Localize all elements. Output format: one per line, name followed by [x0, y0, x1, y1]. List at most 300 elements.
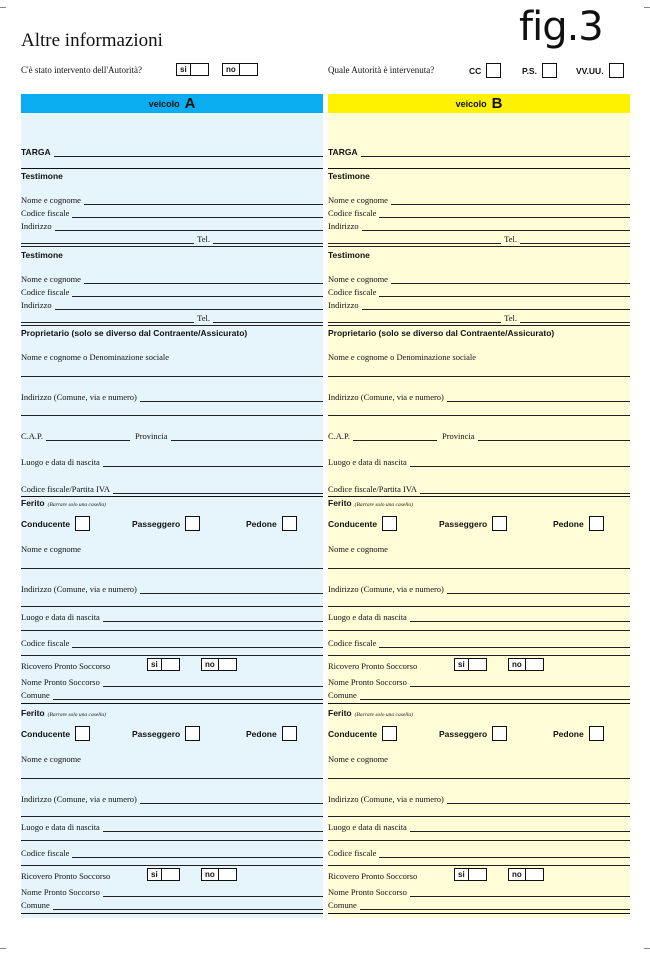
vehicle-b-ferito-2-ricovero-no-label: no	[508, 868, 525, 881]
vehicle-b-divider	[328, 415, 630, 416]
vehicle-b-testimone-1-address-label: Indirizzo	[328, 221, 359, 231]
vehicle-b-testimone-1-cf[interactable]	[328, 207, 630, 218]
authority-option-ps[interactable]	[522, 63, 557, 78]
vehicle-a-ferito-1-passeggero-checkbox[interactable]	[185, 516, 200, 531]
vehicle-b-header-label: veicolo	[455, 98, 487, 109]
vehicle-a-proprietario-address[interactable]	[21, 391, 323, 402]
vehicle-b-testimone-1-cf-input-line[interactable]	[379, 210, 630, 218]
authority-question: C'è stato intervento dell'Autorità?	[21, 65, 142, 75]
vehicle-a-testimone-1-address[interactable]	[21, 220, 323, 231]
vehicle-a-divider	[21, 325, 323, 326]
vehicle-a-ferito-2-cf[interactable]	[21, 847, 323, 858]
vehicle-b-ferito-2-name-label: Nome e cognome	[328, 754, 388, 764]
authority-option-cc[interactable]	[469, 63, 501, 78]
vehicle-a-testimone-2-name[interactable]	[21, 273, 323, 284]
vehicle-a-ferito-2-address-input-line[interactable]	[140, 796, 323, 804]
vehicle-a-ferito-1-passeggero[interactable]	[132, 516, 200, 531]
vehicle-b-proprietario-cf-piva-label: Codice fiscale/Partita IVA	[328, 484, 418, 494]
vehicle-b-proprietario-birth-input-line[interactable]	[410, 459, 630, 467]
vehicle-b-proprietario-cap[interactable]	[328, 430, 630, 441]
vehicle-b-proprietario-address[interactable]	[328, 391, 630, 402]
crop-mark	[644, 7, 650, 8]
vehicle-b-ferito-1-cf[interactable]	[328, 637, 630, 648]
vehicle-a-ferito-2-birth-input-line[interactable]	[103, 824, 323, 832]
authority-option-vvuu-checkbox[interactable]	[609, 63, 624, 78]
vehicle-a-ferito-2-comune[interactable]	[21, 899, 323, 910]
vehicle-a-ferito-1-cf[interactable]	[21, 637, 323, 648]
vehicle-a-proprietario-cf-piva[interactable]	[21, 483, 323, 494]
vehicle-a-ferito-1-pedone-label: Pedone	[246, 518, 277, 529]
authority-no-label: no	[222, 63, 239, 76]
vehicle-a-proprietario-name[interactable]	[21, 351, 323, 362]
vehicle-b-ferito-2-conducente-label: Conducente	[328, 728, 378, 739]
vehicle-a-ferito-1-heading-note: (Barrare solo una casella)	[47, 502, 106, 508]
vehicle-a-ferito-2-ricovero-label: Ricovero Pronto Soccorso	[21, 871, 111, 881]
vehicle-b-ferito-2-passeggero-label: Passeggero	[439, 728, 488, 739]
vehicle-a-ferito-1-comune-label: Comune	[21, 690, 50, 700]
vehicle-a-divider	[21, 778, 323, 779]
vehicle-b-ferito-1-ps-name[interactable]	[328, 676, 630, 687]
vehicle-b-ferito-2-name[interactable]	[328, 753, 630, 764]
vehicle-b-ferito-2-ricovero-no[interactable]	[508, 868, 544, 881]
vehicle-b-ferito-1-address-input-line[interactable]	[447, 586, 630, 594]
vehicle-a-ferito-2-birth[interactable]	[21, 821, 323, 832]
vehicle-b-divider	[328, 246, 630, 247]
authority-option-ps-label: P.S.	[522, 65, 537, 76]
vehicle-a-divider	[21, 840, 323, 841]
vehicle-b-ferito-2-birth[interactable]	[328, 821, 630, 832]
vehicle-b-ferito-1-address-label: Indirizzo (Comune, via e numero)	[328, 584, 444, 594]
vehicle-a-ferito-1-heading	[21, 498, 106, 508]
authority-option-cc-checkbox[interactable]	[486, 63, 501, 78]
vehicle-a-ferito-1-cf-label: Codice fiscale	[21, 638, 70, 648]
vehicle-b-ferito-2-conducente-checkbox[interactable]	[382, 726, 397, 741]
vehicle-a-testimone-2-heading: Testimone	[21, 250, 63, 260]
vehicle-b-ferito-1-conducente-checkbox[interactable]	[382, 516, 397, 531]
vehicle-a-ferito-1-pedone[interactable]	[246, 516, 297, 531]
vehicle-a-testimone-2-cf[interactable]	[21, 286, 323, 297]
vehicle-b-testimone-2-address[interactable]	[328, 299, 630, 310]
authority-option-vvuu[interactable]	[576, 63, 624, 78]
vehicle-a-proprietario-address-label: Indirizzo (Comune, via e numero)	[21, 392, 137, 402]
vehicle-b-testimone-2-cf-input-line[interactable]	[379, 289, 630, 297]
vehicle-a-ferito-2-ps-name[interactable]	[21, 886, 323, 897]
vehicle-a-targa-field[interactable]	[21, 146, 323, 157]
authority-option-vvuu-label: VV.UU.	[576, 65, 604, 76]
vehicle-a-divider	[21, 816, 323, 817]
vehicle-a-testimone-1-cf-label: Codice fiscale	[21, 208, 70, 218]
vehicle-b-targa-input-line[interactable]	[361, 149, 630, 157]
vehicle-a-ferito-1-ricovero-si-label: si	[147, 658, 161, 671]
vehicle-a-ferito-2-passeggero-checkbox[interactable]	[185, 726, 200, 741]
vehicle-b-ferito-2-ricovero-si-label: si	[454, 868, 468, 881]
vehicle-b-ferito-2-passeggero[interactable]	[439, 726, 507, 741]
vehicle-b-ferito-1-conducente[interactable]	[328, 516, 397, 531]
vehicle-a-header-label: veicolo	[148, 98, 180, 109]
vehicle-b-proprietario-name-label: Nome e cognome o Denominazione sociale	[328, 352, 476, 362]
vehicle-b-ferito-1-birth-label: Luogo e data di nascita	[328, 612, 407, 622]
vehicle-a-ferito-2-conducente[interactable]	[21, 726, 90, 741]
authority-option-ps-checkbox[interactable]	[542, 63, 557, 78]
vehicle-b-divider	[328, 376, 630, 377]
vehicle-b-ferito-2-ps-name[interactable]	[328, 886, 630, 897]
vehicle-b-ferito-2-address[interactable]	[328, 793, 630, 804]
vehicle-b-divider	[328, 840, 630, 841]
vehicle-a-testimone-1-address-label: Indirizzo	[21, 221, 52, 231]
vehicle-a-cap-label: C.A.P.	[21, 431, 43, 441]
crop-mark	[0, 7, 6, 8]
vehicle-b-proprietario-address-input-line[interactable]	[447, 394, 630, 402]
vehicle-b-ferito-1-pedone-label: Pedone	[553, 518, 584, 529]
vehicle-b-ferito-1-ricovero-no[interactable]	[508, 658, 544, 671]
vehicle-b-ferito-1-ricovero-si-label: si	[454, 658, 468, 671]
vehicle-b-testimone-2-tel-input-line[interactable]	[520, 315, 630, 323]
vehicle-b-ferito-1-comune[interactable]	[328, 689, 630, 700]
vehicle-a-ferito-1-ps-name[interactable]	[21, 676, 323, 687]
vehicle-b-proprietario-cf-piva[interactable]	[328, 483, 630, 494]
vehicle-a-column	[21, 94, 323, 918]
vehicle-b-testimone-1-cf-label: Codice fiscale	[328, 208, 377, 218]
vehicle-b-ferito-2-ricovero-si-box[interactable]	[468, 868, 487, 881]
authority-yes-label: si	[176, 63, 190, 76]
vehicle-a-testimone-2-cf-label: Codice fiscale	[21, 287, 70, 297]
vehicle-a-ferito-1-address[interactable]	[21, 583, 323, 594]
vehicle-b-testimone-2-tel[interactable]	[328, 312, 630, 323]
vehicle-b-proprietario-birth[interactable]	[328, 456, 630, 467]
vehicle-b-divider	[328, 778, 630, 779]
vehicle-a-divider	[21, 913, 323, 914]
vehicle-a-ferito-1-conducente-label: Conducente	[21, 518, 71, 529]
authority-no-box[interactable]	[239, 63, 258, 76]
vehicle-b-testimone-1-heading: Testimone	[328, 171, 370, 181]
figure-label: fig.3	[519, 4, 603, 50]
vehicle-a-ferito-2-heading-note: (Barrare solo una casella)	[47, 712, 106, 718]
vehicle-a-ferito-2-name-label: Nome e cognome	[21, 754, 81, 764]
vehicle-a-ferito-2-pedone-label: Pedone	[246, 728, 277, 739]
vehicle-b-ferito-2-ps-name-label: Nome Pronto Soccorso	[328, 887, 407, 897]
vehicle-b-ferito-2-ricovero-no-box[interactable]	[525, 868, 544, 881]
vehicle-a-ferito-2-ricovero-si[interactable]	[147, 868, 180, 881]
vehicle-a-ferito-1-conducente-checkbox[interactable]	[75, 516, 90, 531]
vehicle-b-testimone-2-tel-address-line[interactable]	[328, 315, 501, 323]
vehicle-a-ferito-2-comune-label: Comune	[21, 900, 50, 910]
vehicle-a-testimone-1-address-input-line[interactable]	[55, 223, 323, 231]
vehicle-a-testimone-1-tel-label: Tel.	[197, 234, 210, 244]
vehicle-a-ferito-2-conducente-label: Conducente	[21, 728, 71, 739]
vehicle-a-testimone-2-tel-address-line[interactable]	[21, 315, 194, 323]
vehicle-a-ferito-2-pedone-checkbox[interactable]	[282, 726, 297, 741]
vehicle-a-divider	[21, 703, 323, 704]
vehicle-a-header-letter: A	[184, 95, 196, 112]
vehicle-a-provincia-input-line[interactable]	[171, 433, 323, 441]
vehicle-a-ferito-1-ricovero-si-box[interactable]	[161, 658, 180, 671]
vehicle-b-ferito-1-ricovero-si[interactable]	[454, 658, 487, 671]
vehicle-b-ferito-2-pedone[interactable]	[553, 726, 604, 741]
vehicle-b-testimone-1-tel-label: Tel.	[504, 234, 517, 244]
vehicle-a-proprietario-address-input-line[interactable]	[140, 394, 323, 402]
vehicle-a-testimone-2-address-input-line[interactable]	[55, 302, 323, 310]
vehicle-a-ferito-1-comune-input-line[interactable]	[53, 692, 323, 700]
vehicle-b-ferito-1-passeggero-label: Passeggero	[439, 518, 488, 529]
vehicle-a-testimone-1-name[interactable]	[21, 194, 323, 205]
vehicle-a-ferito-1-name[interactable]	[21, 543, 323, 554]
vehicle-a-ferito-2-birth-label: Luogo e data di nascita	[21, 822, 100, 832]
vehicle-a-divider	[21, 655, 323, 656]
vehicle-a-ferito-1-ricovero-no[interactable]	[201, 658, 237, 671]
authority-yes[interactable]	[176, 63, 209, 76]
vehicle-a-testimone-2-name-label: Nome e cognome	[21, 274, 81, 284]
vehicle-b-ferito-1-birth-input-line[interactable]	[410, 614, 630, 622]
vehicle-a-divider	[21, 606, 323, 607]
vehicle-b-ferito-1-ricovero-label: Ricovero Pronto Soccorso	[328, 661, 418, 671]
vehicle-a-testimone-2-address[interactable]	[21, 299, 323, 310]
vehicle-b-ferito-2-address-input-line[interactable]	[447, 796, 630, 804]
vehicle-b-proprietario-heading: Proprietario (solo se diverso dal Contraente/Assicurato)	[328, 328, 555, 338]
vehicle-a-testimone-2-name-input-line[interactable]	[84, 276, 323, 284]
vehicle-b-ferito-2-cf-input-line[interactable]	[379, 850, 630, 858]
vehicle-b-proprietario-name[interactable]	[328, 351, 630, 362]
vehicle-a-divider	[21, 568, 323, 569]
vehicle-b-divider	[328, 496, 630, 497]
vehicle-b-divider	[328, 630, 630, 631]
vehicle-b-ferito-1-ps-name-input-line[interactable]	[410, 679, 630, 687]
vehicle-b-testimone-1-address-input-line[interactable]	[362, 223, 630, 231]
vehicle-a-proprietario-heading: Proprietario (solo se diverso dal Contraente/Assicurato)	[21, 328, 248, 338]
vehicle-b-ferito-1-conducente-label: Conducente	[328, 518, 378, 529]
vehicle-b-ferito-1-heading-note: (Barrare solo una casella)	[354, 502, 413, 508]
vehicle-b-ferito-2-pedone-checkbox[interactable]	[589, 726, 604, 741]
vehicle-a-testimone-2-tel[interactable]	[21, 312, 323, 323]
vehicle-b-divider	[328, 816, 630, 817]
crop-mark	[0, 948, 6, 949]
vehicle-b-ferito-2-comune-label: Comune	[328, 900, 357, 910]
vehicle-a-testimone-1-name-input-line[interactable]	[84, 197, 323, 205]
vehicle-a-ferito-2-ricovero-si-box[interactable]	[161, 868, 180, 881]
vehicle-a-ferito-2-passeggero-label: Passeggero	[132, 728, 181, 739]
vehicle-a-testimone-2-cf-input-line[interactable]	[72, 289, 323, 297]
vehicle-b-targa-field[interactable]	[328, 146, 630, 157]
vehicle-b-ferito-1-comune-input-line[interactable]	[360, 692, 630, 700]
vehicle-b-ferito-1-ps-name-label: Nome Pronto Soccorso	[328, 677, 407, 687]
vehicle-a-ferito-2-address[interactable]	[21, 793, 323, 804]
vehicle-b-divider	[328, 168, 630, 169]
vehicle-b-testimone-2-name[interactable]	[328, 273, 630, 284]
authority-no[interactable]	[222, 63, 258, 76]
vehicle-a-ferito-1-cf-input-line[interactable]	[72, 640, 323, 648]
vehicle-a-ferito-2-heading-label: Ferito	[21, 708, 45, 718]
vehicle-b-column	[328, 94, 630, 918]
vehicle-b-ferito-2-heading-note: (Barrare solo una casella)	[354, 712, 413, 718]
vehicle-b-testimone-2-cf[interactable]	[328, 286, 630, 297]
vehicle-a-provincia-label: Provincia	[134, 431, 168, 441]
vehicle-a-ferito-2-cf-input-line[interactable]	[72, 850, 323, 858]
vehicle-b-testimone-2-name-input-line[interactable]	[391, 276, 630, 284]
vehicle-b-targa-label: TARGA	[328, 147, 358, 157]
vehicle-a-ferito-1-ps-name-label: Nome Pronto Soccorso	[21, 677, 100, 687]
vehicle-b-ferito-1-passeggero-checkbox[interactable]	[492, 516, 507, 531]
vehicle-a-ferito-1-ricovero-si[interactable]	[147, 658, 180, 671]
vehicle-b-ferito-1-ricovero-si-box[interactable]	[468, 658, 487, 671]
page-title: Altre informazioni	[21, 30, 163, 51]
vehicle-a-testimone-1-heading: Testimone	[21, 171, 63, 181]
vehicle-b-ferito-2-ps-name-input-line[interactable]	[410, 889, 630, 897]
vehicle-a-testimone-1-tel-input-line[interactable]	[213, 236, 323, 244]
vehicle-b-divider	[328, 655, 630, 656]
vehicle-b-testimone-2-tel-label: Tel.	[504, 313, 517, 323]
vehicle-b-provincia-label: Provincia	[441, 431, 475, 441]
vehicle-b-ferito-1-pedone-checkbox[interactable]	[589, 516, 604, 531]
vehicle-a-ferito-1-address-label: Indirizzo (Comune, via e numero)	[21, 584, 137, 594]
vehicle-b-ferito-2-cf-label: Codice fiscale	[328, 848, 377, 858]
vehicle-a-header	[21, 94, 323, 113]
vehicle-b-ferito-1-passeggero[interactable]	[439, 516, 507, 531]
vehicle-b-ferito-2-birth-label: Luogo e data di nascita	[328, 822, 407, 832]
vehicle-b-testimone-1-name-label: Nome e cognome	[328, 195, 388, 205]
vehicle-a-ferito-1-passeggero-label: Passeggero	[132, 518, 181, 529]
vehicle-a-proprietario-cap[interactable]	[21, 430, 323, 441]
vehicle-a-ferito-1-comune[interactable]	[21, 689, 323, 700]
vehicle-a-ferito-1-conducente[interactable]	[21, 516, 90, 531]
vehicle-a-proprietario-name-label: Nome e cognome o Denominazione sociale	[21, 352, 169, 362]
vehicle-a-ferito-2-heading	[21, 708, 106, 718]
authority-yes-box[interactable]	[190, 63, 209, 76]
vehicle-a-ferito-2-cf-label: Codice fiscale	[21, 848, 70, 858]
vehicle-b-testimone-1-tel[interactable]	[328, 233, 630, 244]
vehicle-a-divider	[21, 496, 323, 497]
vehicle-a-ferito-1-birth-label: Luogo e data di nascita	[21, 612, 100, 622]
vehicle-b-proprietario-address-label: Indirizzo (Comune, via e numero)	[328, 392, 444, 402]
vehicle-a-ferito-2-ricovero-no-box[interactable]	[218, 868, 237, 881]
vehicle-b-testimone-1-name[interactable]	[328, 194, 630, 205]
vehicle-a-ferito-2-ricovero-no[interactable]	[201, 868, 237, 881]
vehicle-b-ferito-2-heading	[328, 708, 413, 718]
vehicle-a-divider	[21, 630, 323, 631]
vehicle-b-divider	[328, 865, 630, 866]
vehicle-a-ferito-1-birth[interactable]	[21, 611, 323, 622]
vehicle-a-proprietario-birth-label: Luogo e data di nascita	[21, 457, 100, 467]
vehicle-a-divider	[21, 415, 323, 416]
vehicle-a-divider	[21, 376, 323, 377]
vehicle-b-ferito-2-ricovero-label: Ricovero Pronto Soccorso	[328, 871, 418, 881]
vehicle-a-targa-input-line[interactable]	[54, 149, 323, 157]
vehicle-a-testimone-2-address-label: Indirizzo	[21, 300, 52, 310]
vehicle-b-ferito-1-cf-input-line[interactable]	[379, 640, 630, 648]
vehicle-a-ferito-2-passeggero[interactable]	[132, 726, 200, 741]
vehicle-b-ferito-2-ricovero-si[interactable]	[454, 868, 487, 881]
vehicle-b-cap-input-line[interactable]	[353, 433, 437, 441]
vehicle-b-divider	[328, 913, 630, 914]
vehicle-b-ferito-1-name-label: Nome e cognome	[328, 544, 388, 554]
vehicle-a-ferito-2-ps-name-input-line[interactable]	[103, 889, 323, 897]
vehicle-b-ferito-1-address[interactable]	[328, 583, 630, 594]
vehicle-a-testimone-1-tel-address-line[interactable]	[21, 236, 194, 244]
vehicle-a-testimone-1-cf-input-line[interactable]	[72, 210, 323, 218]
vehicle-a-ferito-2-name[interactable]	[21, 753, 323, 764]
vehicle-a-ferito-2-ricovero-si-label: si	[147, 868, 161, 881]
vehicle-b-testimone-2-address-input-line[interactable]	[362, 302, 630, 310]
crop-mark	[644, 948, 650, 949]
vehicle-a-proprietario-birth[interactable]	[21, 456, 323, 467]
vehicle-a-ferito-2-conducente-checkbox[interactable]	[75, 726, 90, 741]
vehicle-b-divider	[328, 606, 630, 607]
vehicle-b-ferito-1-heading-label: Ferito	[328, 498, 352, 508]
vehicle-a-ferito-2-comune-input-line[interactable]	[53, 902, 323, 910]
vehicle-a-cap-input-line[interactable]	[46, 433, 130, 441]
vehicle-b-provincia-input-line[interactable]	[478, 433, 630, 441]
vehicle-b-ferito-1-ricovero-no-label: no	[508, 658, 525, 671]
vehicle-a-ferito-2-ps-name-label: Nome Pronto Soccorso	[21, 887, 100, 897]
vehicle-a-proprietario-cf-piva-label: Codice fiscale/Partita IVA	[21, 484, 111, 494]
vehicle-a-ferito-1-birth-input-line[interactable]	[103, 614, 323, 622]
vehicle-a-divider	[21, 865, 323, 866]
vehicle-a-testimone-1-name-label: Nome e cognome	[21, 195, 81, 205]
vehicle-b-testimone-2-address-label: Indirizzo	[328, 300, 359, 310]
vehicle-a-ferito-2-ricovero-no-label: no	[201, 868, 218, 881]
vehicle-b-proprietario-cf-piva-input-line[interactable]	[420, 486, 630, 494]
vehicle-a-testimone-1-tel[interactable]	[21, 233, 323, 244]
vehicle-b-ferito-2-conducente[interactable]	[328, 726, 397, 741]
vehicle-a-ferito-1-ricovero-no-box[interactable]	[218, 658, 237, 671]
vehicle-b-ferito-2-comune[interactable]	[328, 899, 630, 910]
vehicle-b-ferito-2-birth-input-line[interactable]	[410, 824, 630, 832]
vehicle-b-proprietario-birth-label: Luogo e data di nascita	[328, 457, 407, 467]
vehicle-b-testimone-2-heading: Testimone	[328, 250, 370, 260]
vehicle-a-ferito-2-address-label: Indirizzo (Comune, via e numero)	[21, 794, 137, 804]
vehicle-a-divider	[21, 246, 323, 247]
vehicle-b-ferito-1-name[interactable]	[328, 543, 630, 554]
vehicle-a-proprietario-birth-input-line[interactable]	[103, 459, 323, 467]
vehicle-a-ferito-1-name-label: Nome e cognome	[21, 544, 81, 554]
vehicle-a-ferito-1-heading-label: Ferito	[21, 498, 45, 508]
vehicle-b-ferito-2-comune-input-line[interactable]	[360, 902, 630, 910]
vehicle-a-proprietario-cf-piva-input-line[interactable]	[113, 486, 323, 494]
vehicle-b-testimone-1-tel-input-line[interactable]	[520, 236, 630, 244]
vehicle-b-divider	[328, 568, 630, 569]
vehicle-b-divider	[328, 703, 630, 704]
vehicle-a-testimone-1-cf[interactable]	[21, 207, 323, 218]
vehicle-b-header-letter: B	[491, 95, 503, 112]
vehicle-b-testimone-2-cf-label: Codice fiscale	[328, 287, 377, 297]
vehicle-b-ferito-1-ricovero-no-box[interactable]	[525, 658, 544, 671]
vehicle-a-ferito-1-ps-name-input-line[interactable]	[103, 679, 323, 687]
vehicle-a-ferito-1-address-input-line[interactable]	[140, 586, 323, 594]
vehicle-b-ferito-2-cf[interactable]	[328, 847, 630, 858]
vehicle-a-ferito-1-ricovero-label: Ricovero Pronto Soccorso	[21, 661, 111, 671]
vehicle-b-testimone-1-address[interactable]	[328, 220, 630, 231]
vehicle-b-ferito-1-comune-label: Comune	[328, 690, 357, 700]
vehicle-b-ferito-2-passeggero-checkbox[interactable]	[492, 726, 507, 741]
vehicle-b-ferito-1-pedone[interactable]	[553, 516, 604, 531]
vehicle-a-ferito-1-pedone-checkbox[interactable]	[282, 516, 297, 531]
vehicle-b-ferito-1-heading	[328, 498, 413, 508]
vehicle-b-ferito-2-address-label: Indirizzo (Comune, via e numero)	[328, 794, 444, 804]
vehicle-a-targa-label: TARGA	[21, 147, 51, 157]
vehicle-a-divider	[21, 168, 323, 169]
vehicle-b-ferito-1-birth[interactable]	[328, 611, 630, 622]
vehicle-b-ferito-1-cf-label: Codice fiscale	[328, 638, 377, 648]
vehicle-a-ferito-2-pedone[interactable]	[246, 726, 297, 741]
vehicle-a-testimone-2-tel-input-line[interactable]	[213, 315, 323, 323]
vehicle-b-testimone-1-tel-address-line[interactable]	[328, 236, 501, 244]
vehicle-b-testimone-1-name-input-line[interactable]	[391, 197, 630, 205]
vehicle-b-ferito-2-pedone-label: Pedone	[553, 728, 584, 739]
authority-option-cc-label: CC	[469, 65, 482, 76]
vehicle-a-testimone-2-tel-label: Tel.	[197, 313, 210, 323]
vehicle-b-cap-label: C.A.P.	[328, 431, 350, 441]
which-authority-question: Quale Autorità è intervenuta?	[328, 65, 435, 75]
vehicle-b-header	[328, 94, 630, 113]
vehicle-a-ferito-1-ricovero-no-label: no	[201, 658, 218, 671]
